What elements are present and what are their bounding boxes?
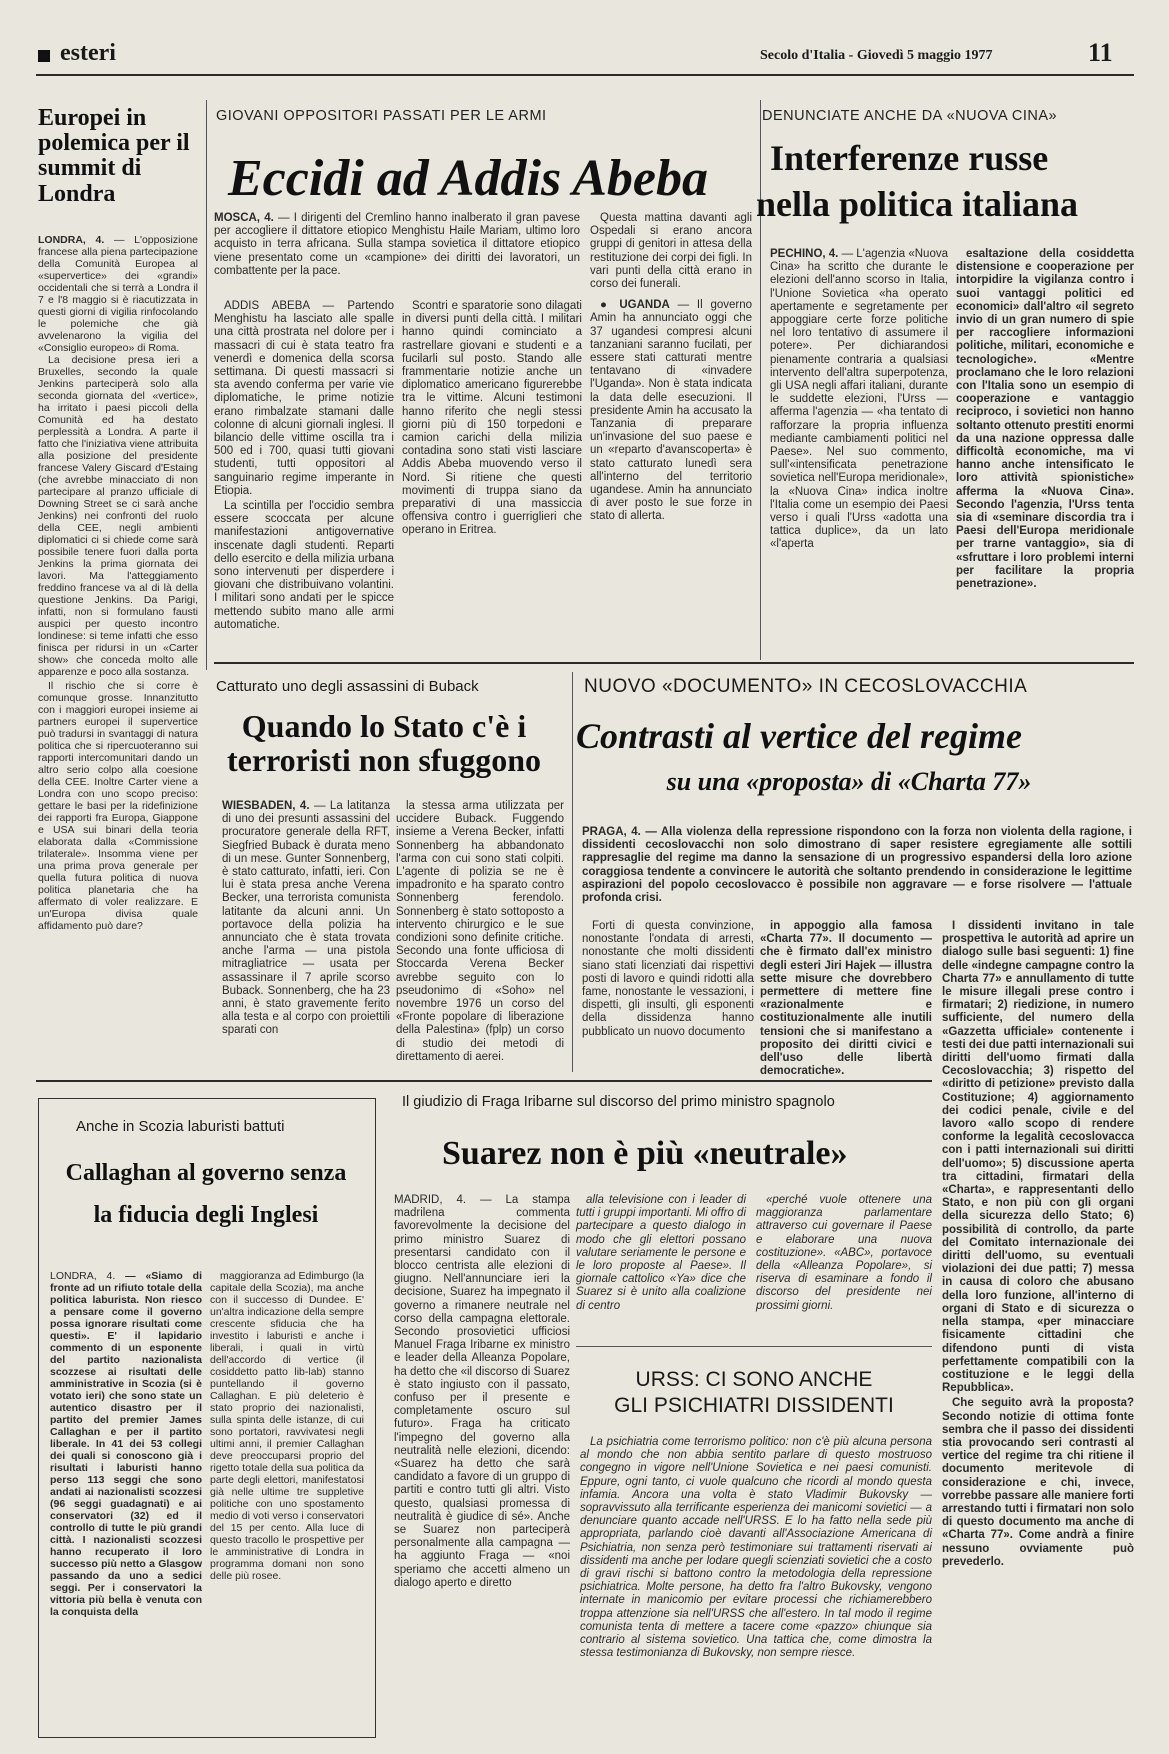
buback-column-1: [222, 800, 390, 1072]
addis-uganda-item: [590, 299, 752, 523]
charta-col2-text: in appoggio alla famosa «Charta 77». Il documento — che è firmato dall'ex ministro degli esteri Jiri Hajek — illustra sette misure che dovrebbero permettere di mettere fine «razionalmente e costituzionalmente alle inutili tensioni che si manifestano a proposito dei diritti civici e dell'uso delle libertà democratiche».: [760, 920, 932, 1078]
addis-lead-text: — I dirigenti del Cremlino hanno inalberato il gran pavese per accogliere il dittatore etiopico Menghistu Haile Mariam, ultimo loro acquisto in terra africana. Sulla stampa sovietica il dittatore etiopico viene presentato come un «campione» dei diritti dei lavoratori, un combattente per la pace.: [214, 212, 580, 277]
europei-paragraph-1: — L'opposizione francese alla piena partecipazione della Comunità Europea al «supervertice» dei «grandi» occidentali che si terrà a Londra il 7 e l'8 maggio si è riacutizzata in questi giorni di vigilia rinfocolando le polemiche che già avvelenarono la vigilia del «Consiglio europeo» di Roma.: [38, 234, 198, 354]
europei-dateline: LONDRA, 4.: [38, 234, 105, 246]
russe-col1-text: — L'agenzia «Nuova Cina» ha scritto che durante le elezioni dell'anno scorso in Italia, l'Unione Sovietica «ha operato apertamente e segretamente per appoggiare certe forze politiche nel loro tentativo di assumere il potere». Per dichiarandosi pienamente contraria a qualsiasi intervento dell'altra superpotenza, gli USA negli affari italiani, durante le suddette elezioni, l'Urss — afferma l'agenzia — «ha tentato di rafforzare la propria influenza mediante cambiamenti politici nel Paese». Nel suo commento, sull'«intensificata penetrazione sovietica nell'Europa meridionale», la «Nuova Cina» indica inoltre l'Italia come un esempio dei Paesi verso i quali l'Urss «adotta una tattica duplice», da un lato «l'aperta: [770, 248, 948, 551]
buback-charta-rule: [572, 672, 573, 1072]
charta-col3b-text: Che seguito avrà la proposta? Secondo notizie di ottima fonte sembra che il passo dei dissidenti stia provocando seri contrasti al vertice del regime tra chi ritiene il documento meritevole di considerazione e chi, invece, vorrebbe passare alle maniere forti arrestando tutti i firmatari non solo di questo documento ma anche di «Charta 77». Come andrà a finire nessuno ovviamente può prevederlo.: [942, 1397, 1134, 1568]
charta-lead: [582, 826, 1132, 914]
europei-paragraph-3: Il rischio che si corre è comunque grosse. Innanzitutto con i maggiori europei insieme ai partners europei il supervertice può tradursi in svantaggi di natura politica che si ripercuoteranno sui rapporti intercomunitari dando un altro serio colpo alla coesione della CEE. Inoltre Carter viene a Londra con uno scopo preciso: gettare le basi per la ridefinizione dei rapporti fra Europa, Giappone e USA sui binari della teoria elaborata dalla «Commissione trilaterale». Insomma viene per una prima prova generale per quella futura politica di nuova politica planetaria che ha affermato di voler realizzare. E un'Europa divisa quale affidamento può dare?: [38, 680, 198, 932]
charta-column-1: [582, 920, 754, 1072]
addis-col1b-text: La scintilla per l'occidio sembra essere scoccata per alcune manifestazioni antigovernative inscenate dagli studenti. Reparti dello esercito e della milizia urbana sono intervenuti per disperdere i giovani che distribuivano volantini. I militari sono andati per le spicce mettendo subito mano alle armi automatiche.: [214, 500, 394, 631]
paper-date: Secolo d'Italia - Giovedì 5 maggio 1977: [760, 48, 993, 63]
addis-kicker: GIOVANI OPPOSITORI PASSATI PER LE ARMI: [216, 108, 547, 124]
section-marker-icon: [38, 50, 50, 62]
buback-kicker: Catturato uno degli assassini di Buback: [216, 678, 479, 695]
suarez-col2-text: alla televisione con i leader di tutti i gruppi importanti. Mi offro di partecipare a questo dialogo in modo che gli elettori possano valutare seriamente le persone e le loro proposte al Paese». Il giornale cattolico «Ya» dice che Suarez si è unito alla coalizione di centro: [576, 1194, 747, 1312]
buback-column-2: [396, 800, 564, 1072]
russe-col2-text: esaltazione della cosiddetta distensione e cooperazione per intorpidire la vigilanza contro i suoi vantaggi politici ed economici» dall'altro «il segreto invio di un gran numero di spie per raccogliere informazioni politiche, militari, economiche e tecnologiche». «Mentre proclamano che le loro relazioni con l'Italia sono un esempio di cooperazione e vantaggio reciproco, i sovietici non hanno soltanto ottenuto prestiti enormi da una nazione oppressa dalle difficoltà economiche, ma vi hanno anche intensificato le loro attività spionistiche» afferma la «Nuova Cina». Secondo l'agenzia, l'Urss tenta sia di «seminare discordia tra i Paesi dell'Europa meridionale per trarne vantaggio», sia di «sfruttare i loro problemi interni per facilitare la propria penetrazione».: [956, 248, 1134, 591]
charta-col3-text: I dissidenti invitano in tale prospettiva le autorità ad aprire un dialogo sulle basi seguenti: 1) fine delle «indegne campagne contro la Charta 77» e annullamento di tutte le misure illegali prese contro i firmatari; 2) riedizione, in numero sufficiente, del numero della «Gazzetta ufficiale» contenente i testi dei due patti internazionali sui diritti dell'uomo firmati dalla Cecoslovacchia; 3) rispetto del «diritto di petizione» previsto dalla Costituzione; 4) aggiornamento dei codici penale, civile e del lavoro «allo scopo di rendere conforme la legalità cecoslovacca con i patti internazionali sui diritti dell'uomo»; 5) discussione aperta tra cittadini, firmatari della «Charta», e rappresentanti dello Stato, e non più con gli organi della sicurezza dello Stato; 6) possibilità di controllo, da parte del Comitato internazionale dei diritti dell'uomo, su eventuali violazioni dei due patti; 7) messa in causa di coloro che abusano della loro funzione, all'interno di organi di Stato e di sicurezza o nella stampa, «per minacciare fisicamente cittadini che difendono punti di vista perfettamente compatibili con la costituzione e le leggi della Repubblica».: [942, 920, 1134, 1395]
suarez-column-2: [576, 1194, 746, 1328]
addis-headline: Eccidi ad Addis Abeba: [228, 150, 709, 207]
charta-kicker: NUOVO «DOCUMENTO» IN CECOSLOVACCHIA: [584, 676, 1028, 697]
addis-column-1: [214, 300, 394, 652]
buback-col2-text: la stessa arma utilizzata per uccidere Buback. Fuggendo insieme a Verena Becker, infatti Sonnenberg ha abbandonato l'arma con cui sono stati colpiti. L'agente di polizia se ne è impadronito e ha sparato contro Sonnenberg ferendolo. Sonnenberg è stato sottoposto a intervento chirurgico e le sue condizioni sono definite critiche. Secondo una fonte ufficiosa di Stoccarda Verena Becker avrebbe seguito con lo pseudonimo di «Soho» nel novembre 1976 un corso del «Fronte popolare di liberazione della Palestina» (fplp) un corso di studio dei metodi di direttamento di aerei.: [396, 800, 564, 1063]
middle-rule: [214, 662, 1134, 664]
addis-column-2: [402, 300, 582, 652]
suarez-kicker: Il giudizio di Fraga Iribarne sul discorso del primo ministro spagnolo: [402, 1094, 835, 1110]
addis-lead: [214, 212, 580, 292]
callaghan-col2-text: maggioranza ad Edimburgo (la capitale della Scozia), ma anche con il successo di Dundee. E' un'altra indicazione della sempre crescente sfiducia che ha investito i laburisti e anche i liberali, i quali in virtù dell'accordo di vertice (il cosiddetto patto lib-lab) stanno puntellando il governo Callaghan. E più deleterio è stato proprio dei nazionalisti, sulla spinta delle istanze, di cui sono portatori, ravvivatesi negli ultimi anni, il premier Callaghan deve preoccuparsi proprio del rigetto totale della sua politica da parte degli elettori, manifestatosi già nelle ultime tre suppletive politiche con uno spostamento medio di voti verso i conservatori del 15 per cento. Alla luce di questo tracollo le prospettive per le amministrative di Londra in programma domani non sono delle più rosee.: [210, 1270, 364, 1582]
buback-headline: Quando lo Stato c'è i terroristi non sfuggono: [226, 708, 542, 778]
suarez-column-3: [756, 1194, 932, 1328]
charta-lead-text: — Alla violenza della repressione rispondono con la forza non violenta della ragione, i dissidenti cecoslovacchi non solo dimostrano di saper resistere egregiamente alle sottili rappresaglie del regime ma danno la sensazione di un progressivo espandersi della loro azione coraggiosa tendente a convincere le autorità che soltanto prendendo in considerazione le legittime aspirazioni del popolo cecoslovacco è possibile non aggravare — e forse risolvere — l'attuale profonda crisi.: [582, 826, 1132, 905]
russe-headline-line2: nella politica italiana: [756, 184, 1079, 224]
russe-column-2: [956, 248, 1134, 652]
addis-col2-text: Scontri e sparatorie sono dilagati in diversi punti della città. I militari hanno quindi cominciato a rastrellare giovani e studenti e a fucilarli sul posto. Stando alle frammentarie notizie anche un diplomatico americano figurerebbe tra le vittime. Alcuni testimoni hanno riferito che negli stessi giorni più di 150 torpedoni e camion carichi della milizia contadina sono stati visti lasciare Addis Abeba muovendo verso il Nord. Si ritiene che questi movimenti di truppa siano da preparativi di una massiccia offensiva contro i guerriglieri che operano in Eritrea.: [402, 300, 582, 537]
europei-paragraph-2: La decisione presa ieri a Bruxelles, secondo la quale Jenkins parteciperà solo alla seconda giornata del «vertice», ha irritato i paesi piccoli della Comunità ed ha destato perplessità a Londra. A parte il fatto che l'iniziativa viene attribuita alla posizione del presidente francese Valery Giscard d'Estaing (che avrebbe minacciato di non partecipare al pranzo ufficiale di Downing Street se ci sarà anche Jenkins) nei confronti del ruolo della CEE, negli ambienti diplomatici ci si chiede come sarà possibile tenere fuori dalla porta Jenkins la prima giornata dei lavori. Ma l'atteggiamento freddino francese va al di là della questione Jenkins. Da Parigi, infatti, non si formulano fausti auspici per questo incontro londinese: si teme infatti che esso finisca per ridursi in un «Carter show» che conceda molto alle apparenze e poco alla sostanza.: [38, 354, 198, 678]
buback-dateline: WIESBADEN, 4.: [222, 800, 310, 812]
russe-kicker: DENUNCIATE ANCHE DA «NUOVA CINA»: [762, 108, 1058, 124]
callaghan-headline: Callaghan al governo senza la fiducia degli Inglesi: [65, 1160, 347, 1228]
urss-body: [580, 1436, 932, 1736]
addis-column-3: [590, 212, 752, 652]
section-label: esteri: [60, 40, 116, 66]
page-number: 11: [1088, 38, 1113, 67]
urss-top-rule: [576, 1346, 932, 1347]
charta-subhead: su una «proposta» di «Charta 77»: [666, 767, 1032, 796]
addis-col3-text: Questa mattina davanti agli Ospedali si erano ancora gruppi di genitori in attesa della restituzione dei corpi dei figli. In vari punti della città erano in corso dei funerali.: [590, 212, 752, 291]
addis-uganda-label: UGANDA: [619, 299, 670, 312]
urss-headline-line2: GLI PSICHIATRI DISSIDENTI: [614, 1394, 894, 1417]
russe-headline-line1: Interferenze russe: [770, 138, 1049, 178]
suarez-dateline: MADRID, 4.: [394, 1194, 467, 1206]
callaghan-col1-text: — «Siamo di fronte ad un rifiuto totale della politica laburista. Non riesco a pensare come il governo possa ignorare risultati come questi». E' il lapidario commento di un esponente del partito nazionalista scozzese ai risultati delle amministrative in Scozia (si è votato ieri) che sono state un autentico disastro per il partito del premier James Callaghan e per il partito liberale. In 41 dei 53 collegi dei quali si conoscono già i risultati i laburisti hanno perso 113 seggi che sono andati ai nazionalisti scozzesi (96 seggi guadagnati) e ai conservatori (32) ed il controllo di tutte le più grandi città. I nazionalisti scozzesi hanno recuperato il loro successo più netto a Glasgow passando da uno a sedici seggi. Per i conservatori la vittoria più bella è venuta con la conquista della: [50, 1270, 202, 1618]
charta-column-2: [760, 920, 932, 1078]
lower-rule: [36, 1080, 932, 1082]
urss-body-text: La psichiatria come terrorismo politico: non c'è più alcuna persona al mondo che non abbia sentito parlare di questo mostruoso congegno in vigore nell'Unione Sovietica e nei paesi comunisti. Eppure, ogni tanto, ci vuole qualcuno che ricordi al mondo questa infamia. Ancora una volta è stato Vladimir Bukovsky — sopravvissuto alla terrificante esperienza dei manicomi sovietici — a denunciare quanto accade nell'URSS. E lo ha fatto nella sede più appropriata, parlando cioè davanti all'Associazione Americana di Psichiatria, non senza però testimoniare sui trattamenti riservati ai dissidenti ma anche per lodare quegli scienziati sovietici che a costo di gravi rischi si battono contro la metodologia della repressione psichiatrica. Molte persone, ha detto fra l'altro Bukovsky, vengono internate in manicomio per evitare processi che richiamerebbero troppa attenzione sia nell'URSS che all'estero. In tal modo il regime comunista tenta di mettere a tacere come «pazzo» chiunque sia contrario al sistema sovietico. Una tattica che, come dimostra la stessa testimonianza di Bukovsky, non sempre riesce.: [580, 1436, 932, 1660]
callaghan-dateline: LONDRA, 4.: [50, 1270, 116, 1282]
charta-column-3: [942, 920, 1134, 1736]
addis-lead-dateline: MOSCA, 4.: [214, 212, 274, 224]
charta-col1-text: Forti di questa convinzione, nonostante l'ondata di arresti, nonostante che molti dissidenti siano stati licenziati dai rispettivi posti di lavoro e quindi ridotti alla fame, nonostante le vessazioni, i dispetti, gli insulti, gli esponenti della dissidenza hanno pubblicato un nuovo documento: [582, 920, 754, 1038]
callaghan-kicker: Anche in Scozia laburisti battuti: [76, 1118, 285, 1135]
russe-dateline: PECHINO, 4.: [770, 248, 839, 260]
suarez-headline: Suarez non è più «neutrale»: [442, 1135, 848, 1172]
charta-dateline: PRAGA, 4.: [582, 826, 641, 838]
charta-headline: Contrasti al vertice del regime: [576, 716, 1022, 756]
russe-column-1: [770, 248, 948, 652]
europei-headline: Europei in polemica per il summit di Londra: [38, 105, 190, 207]
suarez-col1-text: — La stampa madrilena commenta favorevolmente la decisione del primo ministro Suarez di presentarsi candidato con il blocco centrista alle elezioni di giugno. Nell'annunciare ieri la decisione, Suarez ha impegnato il governo a rimanere neutrale nel corso della campagna elettorale. Secondo prosovietici ufficiosi Manuel Fraga Iribarne ex ministro e leader della Alleanza Popolare, ha detto che «il discorso di Suarez è stato ingiusto con il passato, confuso per il presente e completamente oscuro sul futuro». Fraga ha criticato l'impegno del governo alla neutralità nelle elezioni, dicendo: «Suarez ha detto che sarà candidato a favore di un gruppo di partiti e contro tutti gli altri. Visto questo, qualsiasi promessa di neutralità è giudice di sé». Anche se Suarez non parteciperà personalmente alla campagna — ha aggiunto Fraga — «noi speriamo che accetti almeno un dialogo aperto e diretto: [394, 1194, 570, 1589]
masthead-rule: [36, 74, 1134, 76]
addis-uganda-text: — Il governo Amin ha annunciato oggi che 37 ugandesi compresi alcuni tanzaniani saranno fucilati, per essere stati catturati mentre tentavano di «invadere l'Uganda». Non è stata indicata la data delle esecuzioni. Il presidente Amin ha accusato la Tanzania di preparare un'invasione del suo paese e un «reparto d'avanscoperta» è stato catturato lunedì sera all'interno del territorio ugandese. Amin ha annunciato di aver posto le sue forze in stato di allerta.: [590, 299, 753, 523]
callaghan-column-2: [210, 1270, 364, 1726]
europei-article: [38, 234, 198, 932]
bullet-icon: ●: [600, 299, 612, 312]
suarez-column-1: [394, 1194, 570, 1736]
buback-col1-text: — La latitanza di uno dei presunti assassini del procuratore generale della RFT, Siegfried Buback è durata meno di un mese. Gunter Sonnenberg, è stato catturato, infatti, ieri. Con lui è stata presa anche Verena Becker, una terrorista comunista latitante da alcuni anni. Un portavoce della polizia ha annunciato che è stata trovata anche l'arma — una pistola mitragliatrice — usata per assassinare il 7 aprile scorso Buback. Sonnenberg, che ha 23 anni, è stato gravemente ferito alla testa e al corpo con proiettili sparati con: [222, 800, 390, 1037]
suarez-col3-text: «perché vuole ottenere una maggioranza parlamentare attraverso cui governare il Paese e elaborare una nuova costituzione». «ABC», portavoce della «Alleanza Popolare», si riserva di esaminare a fondo il discorso del presidente nei prossimi giorni.: [756, 1194, 932, 1312]
urss-headline-line1: URSS: CI SONO ANCHE: [635, 1368, 873, 1391]
addis-col1-text: ADDIS ABEBA — Partendo Menghistu ha lasciato alle spalle una città prostrata nel dolore per i massacri di cui è stata teatro fra venerdì e domenica della scorsa settimana. Di questi massacri si sta avendo conferma per varie vie diplomatiche, le prime notizie erano rimbalzate stamani dalle colonne di alcuni giornali inglesi. Il bilancio delle vittime oscilla tra i 500 ed i 700, quasi tutti giovani studenti, tutti oppositori al sanguinario regime imperante in Etiopia.: [214, 300, 394, 497]
left-column-rule: [206, 100, 207, 670]
callaghan-column-1: [50, 1270, 202, 1726]
